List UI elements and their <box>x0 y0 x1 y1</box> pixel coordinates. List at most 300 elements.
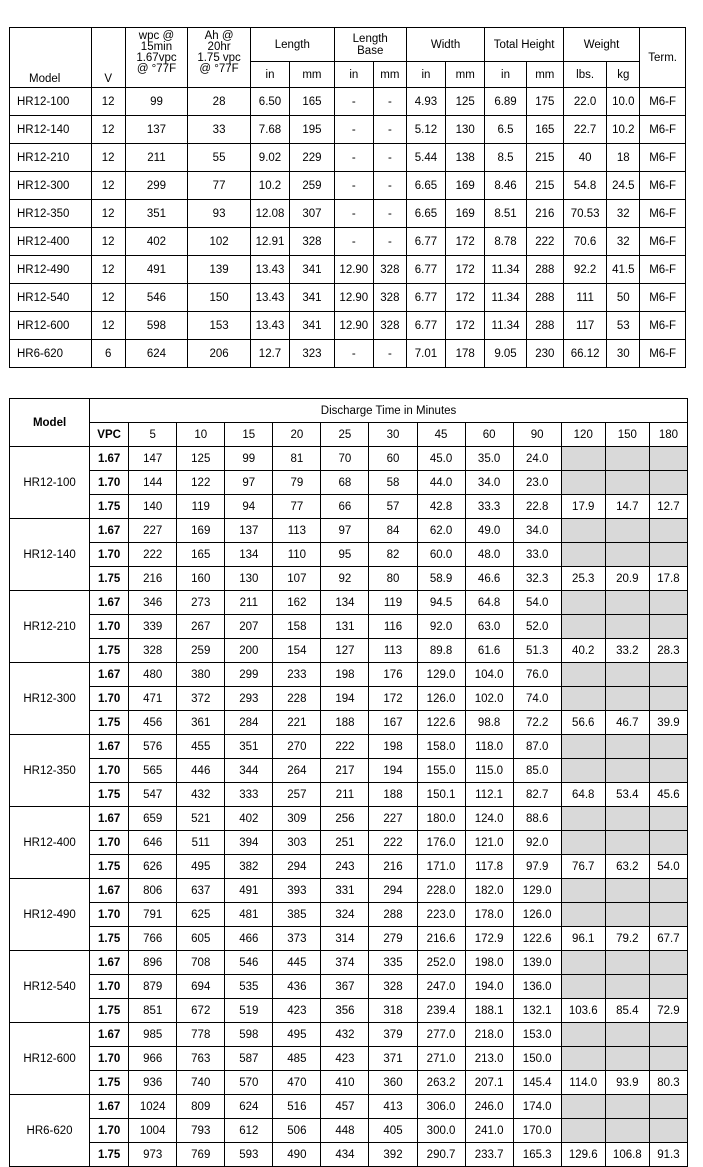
discharge-value-cell: 471 <box>129 687 177 711</box>
spec-cell: 55 <box>188 144 251 172</box>
spec-cell: 178 <box>446 340 485 368</box>
discharge-value-cell: 273 <box>177 591 225 615</box>
spec-cell: 206 <box>188 340 251 368</box>
discharge-value-cell: 167 <box>369 711 417 735</box>
discharge-value-cell: 218.0 <box>465 1023 513 1047</box>
discharge-vpc-cell: 1.67 <box>90 519 129 543</box>
discharge-value-cell: 122.6 <box>417 711 465 735</box>
discharge-value-cell: 252.0 <box>417 951 465 975</box>
spec-cell: 117 <box>563 312 607 340</box>
discharge-value-cell: 169 <box>177 519 225 543</box>
discharge-row <box>10 1095 688 1119</box>
discharge-value-cell: 14.7 <box>605 495 649 519</box>
spec-cell: 288 <box>526 284 563 312</box>
discharge-value-cell: 60.0 <box>417 543 465 567</box>
discharge-vpc-cell: 1.75 <box>90 639 129 663</box>
discharge-value-cell: 367 <box>321 975 369 999</box>
discharge-empty-cell <box>561 1095 605 1119</box>
discharge-value-cell: 793 <box>177 1119 225 1143</box>
discharge-empty-cell <box>561 663 605 687</box>
discharge-value-cell: 521 <box>177 807 225 831</box>
discharge-value-cell: 130 <box>225 567 273 591</box>
discharge-value-cell: 480 <box>129 663 177 687</box>
spec-cell: 172 <box>446 256 485 284</box>
discharge-value-cell: 495 <box>273 1023 321 1047</box>
discharge-value-cell: 379 <box>369 1023 417 1047</box>
discharge-row <box>10 687 688 711</box>
discharge-value-cell: 194 <box>369 759 417 783</box>
discharge-value-cell: 432 <box>177 783 225 807</box>
discharge-empty-cell <box>649 615 687 639</box>
discharge-value-cell: 72.2 <box>513 711 561 735</box>
discharge-value-cell: 314 <box>321 927 369 951</box>
spec-cell: - <box>334 172 373 200</box>
discharge-value-cell: 97 <box>225 471 273 495</box>
discharge-header-model: Model <box>10 399 90 447</box>
spec-cell: 6.65 <box>406 172 445 200</box>
discharge-empty-cell <box>649 1119 687 1143</box>
spec-cell: 172 <box>446 312 485 340</box>
discharge-value-cell: 106.8 <box>605 1143 649 1167</box>
discharge-value-cell: 241.0 <box>465 1119 513 1143</box>
discharge-value-cell: 277.0 <box>417 1023 465 1047</box>
discharge-value-cell: 198 <box>321 663 369 687</box>
spec-cell: 138 <box>446 144 485 172</box>
spec-cell: 12 <box>91 116 125 144</box>
spec-row <box>10 116 686 144</box>
spec-cell: 30 <box>607 340 640 368</box>
discharge-value-cell: 129.0 <box>417 663 465 687</box>
discharge-value-cell: 60 <box>369 447 417 471</box>
discharge-vpc-cell: 1.75 <box>90 711 129 735</box>
discharge-value-cell: 222 <box>129 543 177 567</box>
spec-cell: 6.77 <box>406 228 445 256</box>
discharge-value-cell: 491 <box>225 879 273 903</box>
spec-cell: - <box>334 116 373 144</box>
discharge-value-cell: 207.1 <box>465 1071 513 1095</box>
discharge-value-cell: 122 <box>177 471 225 495</box>
spec-cell: 22.0 <box>563 88 607 116</box>
discharge-value-cell: 216 <box>369 855 417 879</box>
spec-subheader-length-mm: mm <box>290 62 335 88</box>
discharge-value-cell: 44.0 <box>417 471 465 495</box>
discharge-value-cell: 53.4 <box>605 783 649 807</box>
discharge-value-cell: 227 <box>369 807 417 831</box>
discharge-row <box>10 927 688 951</box>
discharge-value-cell: 371 <box>369 1047 417 1071</box>
spec-cell: 598 <box>125 312 188 340</box>
discharge-row <box>10 519 688 543</box>
spec-cell: 6 <box>91 340 125 368</box>
discharge-value-cell: 118.0 <box>465 735 513 759</box>
discharge-empty-cell <box>561 543 605 567</box>
discharge-row <box>10 615 688 639</box>
discharge-value-cell: 351 <box>225 735 273 759</box>
discharge-time-header: 120 <box>561 423 605 447</box>
spec-cell: 12 <box>91 312 125 340</box>
spec-cell: 328 <box>373 284 406 312</box>
spec-subheader-width-mm: mm <box>446 62 485 88</box>
discharge-row <box>10 855 688 879</box>
discharge-vpc-cell: 1.67 <box>90 951 129 975</box>
discharge-value-cell: 436 <box>273 975 321 999</box>
discharge-empty-cell <box>605 759 649 783</box>
discharge-value-cell: 144 <box>129 471 177 495</box>
discharge-time-header-row <box>10 423 688 447</box>
discharge-value-cell: 76.7 <box>561 855 605 879</box>
discharge-value-cell: 104.0 <box>465 663 513 687</box>
discharge-value-cell: 34.0 <box>465 471 513 495</box>
discharge-empty-cell <box>605 807 649 831</box>
discharge-value-cell: 605 <box>177 927 225 951</box>
discharge-value-cell: 299 <box>225 663 273 687</box>
discharge-value-cell: 116 <box>369 615 417 639</box>
discharge-value-cell: 20.9 <box>605 567 649 591</box>
discharge-empty-cell <box>605 615 649 639</box>
discharge-value-cell: 154 <box>273 639 321 663</box>
spec-table-body <box>10 88 686 368</box>
discharge-value-cell: 809 <box>177 1095 225 1119</box>
discharge-row <box>10 495 688 519</box>
discharge-value-cell: 147 <box>129 447 177 471</box>
spec-cell: 12 <box>91 200 125 228</box>
discharge-time-header: 45 <box>417 423 465 447</box>
discharge-row <box>10 975 688 999</box>
discharge-time-header: 30 <box>369 423 417 447</box>
discharge-value-cell: 160 <box>177 567 225 591</box>
discharge-value-cell: 446 <box>177 759 225 783</box>
discharge-value-cell: 506 <box>273 1119 321 1143</box>
spec-cell: 288 <box>526 312 563 340</box>
spec-cell: 111 <box>563 284 607 312</box>
spec-cell: 11.34 <box>485 256 526 284</box>
discharge-value-cell: 64.8 <box>561 783 605 807</box>
discharge-value-cell: 125 <box>177 447 225 471</box>
discharge-empty-cell <box>649 447 687 471</box>
spec-cell: 6.77 <box>406 284 445 312</box>
spec-cell: - <box>334 88 373 116</box>
discharge-value-cell: 392 <box>369 1143 417 1167</box>
discharge-row <box>10 879 688 903</box>
discharge-empty-cell <box>649 687 687 711</box>
discharge-value-cell: 103.6 <box>561 999 605 1023</box>
discharge-value-cell: 271.0 <box>417 1047 465 1071</box>
discharge-row <box>10 567 688 591</box>
discharge-value-cell: 270 <box>273 735 321 759</box>
discharge-model-cell: HR12-600 <box>10 1023 90 1095</box>
discharge-value-cell: 328 <box>129 639 177 663</box>
spec-header-wpc: wpc @ 15min 1.67vpc @ °77F <box>125 28 188 88</box>
discharge-value-cell: 174.0 <box>513 1095 561 1119</box>
spec-cell: 139 <box>188 256 251 284</box>
spec-cell: 41.5 <box>607 256 640 284</box>
spec-cell: 6.65 <box>406 200 445 228</box>
spec-header-weight: Weight <box>563 28 639 62</box>
discharge-empty-cell <box>561 735 605 759</box>
discharge-vpc-cell: 1.70 <box>90 687 129 711</box>
spec-subheader-height-mm: mm <box>526 62 563 88</box>
discharge-value-cell: 84 <box>369 519 417 543</box>
discharge-value-cell: 598 <box>225 1023 273 1047</box>
discharge-value-cell: 63.2 <box>605 855 649 879</box>
discharge-vpc-cell: 1.70 <box>90 543 129 567</box>
discharge-value-cell: 140 <box>129 495 177 519</box>
discharge-value-cell: 48.0 <box>465 543 513 567</box>
discharge-value-cell: 318 <box>369 999 417 1023</box>
spec-cell: - <box>334 340 373 368</box>
spec-cell: 66.12 <box>563 340 607 368</box>
spec-cell: 53 <box>607 312 640 340</box>
discharge-value-cell: 115.0 <box>465 759 513 783</box>
discharge-value-cell: 40.2 <box>561 639 605 663</box>
discharge-empty-cell <box>605 975 649 999</box>
spec-cell: 33 <box>188 116 251 144</box>
discharge-value-cell: 33.2 <box>605 639 649 663</box>
discharge-empty-cell <box>561 879 605 903</box>
discharge-value-cell: 200 <box>225 639 273 663</box>
discharge-value-cell: 35.0 <box>465 447 513 471</box>
discharge-value-cell: 107 <box>273 567 321 591</box>
discharge-model-cell: HR12-210 <box>10 591 90 663</box>
spec-cell: - <box>373 340 406 368</box>
discharge-value-cell: 221 <box>273 711 321 735</box>
spec-cell: 169 <box>446 172 485 200</box>
spec-cell: 491 <box>125 256 188 284</box>
discharge-value-cell: 97 <box>321 519 369 543</box>
spec-cell: 6.89 <box>485 88 526 116</box>
discharge-value-cell: 457 <box>321 1095 369 1119</box>
discharge-value-cell: 70 <box>321 447 369 471</box>
discharge-value-cell: 346 <box>129 591 177 615</box>
spec-cell: 150 <box>188 284 251 312</box>
spec-cell: M6-F <box>640 340 686 368</box>
discharge-value-cell: 176.0 <box>417 831 465 855</box>
discharge-vpc-cell: 1.75 <box>90 495 129 519</box>
discharge-value-cell: 85.4 <box>605 999 649 1023</box>
discharge-vpc-cell: 1.75 <box>90 783 129 807</box>
spec-cell: 215 <box>526 144 563 172</box>
spec-cell: 13.43 <box>250 284 289 312</box>
spec-cell: M6-F <box>640 256 686 284</box>
spec-model-cell: HR12-300 <box>10 172 92 200</box>
discharge-row <box>10 1119 688 1143</box>
discharge-value-cell: 66 <box>321 495 369 519</box>
spec-cell: 130 <box>446 116 485 144</box>
spec-cell: - <box>373 88 406 116</box>
spec-cell: 12.90 <box>334 312 373 340</box>
discharge-value-cell: 88.6 <box>513 807 561 831</box>
discharge-value-cell: 76.0 <box>513 663 561 687</box>
spec-cell: 172 <box>446 228 485 256</box>
discharge-value-cell: 246.0 <box>465 1095 513 1119</box>
discharge-vpc-cell: 1.67 <box>90 663 129 687</box>
discharge-value-cell: 34.0 <box>513 519 561 543</box>
discharge-value-cell: 243 <box>321 855 369 879</box>
discharge-value-cell: 131 <box>321 615 369 639</box>
discharge-value-cell: 769 <box>177 1143 225 1167</box>
discharge-header-vpc: VPC <box>90 423 129 447</box>
discharge-value-cell: 113 <box>369 639 417 663</box>
discharge-value-cell: 361 <box>177 711 225 735</box>
spec-header-term: Term. <box>640 28 686 88</box>
discharge-value-cell: 587 <box>225 1047 273 1071</box>
discharge-value-cell: 672 <box>177 999 225 1023</box>
discharge-vpc-cell: 1.75 <box>90 855 129 879</box>
spec-cell: 215 <box>526 172 563 200</box>
spec-row <box>10 256 686 284</box>
discharge-value-cell: 791 <box>129 903 177 927</box>
discharge-value-cell: 33.3 <box>465 495 513 519</box>
discharge-row <box>10 903 688 927</box>
spec-cell: 402 <box>125 228 188 256</box>
discharge-vpc-cell: 1.70 <box>90 903 129 927</box>
spec-cell: 222 <box>526 228 563 256</box>
discharge-value-cell: 251 <box>321 831 369 855</box>
discharge-value-cell: 51.3 <box>513 639 561 663</box>
discharge-time-header: 60 <box>465 423 513 447</box>
discharge-value-cell: 45.6 <box>649 783 687 807</box>
discharge-value-cell: 470 <box>273 1071 321 1095</box>
discharge-value-cell: 98.8 <box>465 711 513 735</box>
discharge-model-cell: HR12-100 <box>10 447 90 519</box>
spec-cell: 8.78 <box>485 228 526 256</box>
discharge-time-header: 180 <box>649 423 687 447</box>
spec-cell: 5.44 <box>406 144 445 172</box>
discharge-value-cell: 91.3 <box>649 1143 687 1167</box>
discharge-value-cell: 264 <box>273 759 321 783</box>
discharge-empty-cell <box>649 1047 687 1071</box>
discharge-value-cell: 985 <box>129 1023 177 1047</box>
discharge-empty-cell <box>605 471 649 495</box>
discharge-row <box>10 735 688 759</box>
discharge-value-cell: 77 <box>273 495 321 519</box>
discharge-value-cell: 455 <box>177 735 225 759</box>
discharge-value-cell: 153.0 <box>513 1023 561 1047</box>
discharge-value-cell: 188 <box>321 711 369 735</box>
discharge-value-cell: 546 <box>225 951 273 975</box>
discharge-value-cell: 405 <box>369 1119 417 1143</box>
discharge-empty-cell <box>605 1023 649 1047</box>
spec-cell: 8.5 <box>485 144 526 172</box>
discharge-value-cell: 182.0 <box>465 879 513 903</box>
spec-cell: 99 <box>125 88 188 116</box>
discharge-model-cell: HR12-300 <box>10 663 90 735</box>
discharge-empty-cell <box>561 591 605 615</box>
discharge-value-cell: 223.0 <box>417 903 465 927</box>
discharge-row <box>10 471 688 495</box>
spec-cell: 12.7 <box>250 340 289 368</box>
discharge-empty-cell <box>561 615 605 639</box>
discharge-value-cell: 54.0 <box>649 855 687 879</box>
discharge-empty-cell <box>605 735 649 759</box>
spec-header-total-height: Total Height <box>485 28 564 62</box>
discharge-value-cell: 637 <box>177 879 225 903</box>
discharge-value-cell: 806 <box>129 879 177 903</box>
discharge-row <box>10 711 688 735</box>
discharge-vpc-cell: 1.70 <box>90 615 129 639</box>
discharge-empty-cell <box>649 807 687 831</box>
discharge-value-cell: 63.0 <box>465 615 513 639</box>
spec-cell: 288 <box>526 256 563 284</box>
spec-row <box>10 284 686 312</box>
spec-cell: 169 <box>446 200 485 228</box>
discharge-value-cell: 207 <box>225 615 273 639</box>
discharge-value-cell: 122.6 <box>513 927 561 951</box>
discharge-model-cell: HR12-540 <box>10 951 90 1023</box>
discharge-value-cell: 290.7 <box>417 1143 465 1167</box>
spec-subheader-base-in: in <box>334 62 373 88</box>
discharge-value-cell: 150.0 <box>513 1047 561 1071</box>
discharge-empty-cell <box>561 447 605 471</box>
discharge-value-cell: 92.0 <box>513 831 561 855</box>
discharge-empty-cell <box>605 879 649 903</box>
spec-cell: 8.51 <box>485 200 526 228</box>
discharge-value-cell: 79 <box>273 471 321 495</box>
spec-cell: - <box>334 200 373 228</box>
discharge-value-cell: 39.9 <box>649 711 687 735</box>
discharge-value-cell: 335 <box>369 951 417 975</box>
discharge-value-cell: 300.0 <box>417 1119 465 1143</box>
discharge-value-cell: 344 <box>225 759 273 783</box>
spec-cell: 70.53 <box>563 200 607 228</box>
discharge-vpc-cell: 1.67 <box>90 735 129 759</box>
discharge-value-cell: 172 <box>369 687 417 711</box>
discharge-value-cell: 434 <box>321 1143 369 1167</box>
discharge-empty-cell <box>561 1047 605 1071</box>
spec-cell: 153 <box>188 312 251 340</box>
discharge-value-cell: 646 <box>129 831 177 855</box>
discharge-value-cell: 172.9 <box>465 927 513 951</box>
discharge-value-cell: 155.0 <box>417 759 465 783</box>
discharge-value-cell: 119 <box>177 495 225 519</box>
discharge-vpc-cell: 1.70 <box>90 1047 129 1071</box>
spec-cell: 9.02 <box>250 144 289 172</box>
discharge-vpc-cell: 1.67 <box>90 879 129 903</box>
spec-table <box>9 27 686 368</box>
discharge-value-cell: 102.0 <box>465 687 513 711</box>
discharge-value-cell: 42.8 <box>417 495 465 519</box>
discharge-value-cell: 625 <box>177 903 225 927</box>
discharge-value-cell: 380 <box>177 663 225 687</box>
spec-cell: 12 <box>91 88 125 116</box>
discharge-value-cell: 694 <box>177 975 225 999</box>
discharge-value-cell: 778 <box>177 1023 225 1047</box>
spec-cell: 70.6 <box>563 228 607 256</box>
discharge-empty-cell <box>605 687 649 711</box>
discharge-value-cell: 432 <box>321 1023 369 1047</box>
spec-model-cell: HR12-140 <box>10 116 92 144</box>
spec-cell: 12 <box>91 256 125 284</box>
discharge-value-cell: 624 <box>225 1095 273 1119</box>
discharge-empty-cell <box>561 831 605 855</box>
discharge-value-cell: 331 <box>321 879 369 903</box>
discharge-value-cell: 97.9 <box>513 855 561 879</box>
discharge-value-cell: 178.0 <box>465 903 513 927</box>
discharge-vpc-cell: 1.67 <box>90 1095 129 1119</box>
discharge-value-cell: 267 <box>177 615 225 639</box>
discharge-value-cell: 113 <box>273 519 321 543</box>
discharge-value-cell: 92.0 <box>417 615 465 639</box>
discharge-value-cell: 46.6 <box>465 567 513 591</box>
spec-cell: 172 <box>446 284 485 312</box>
spec-cell: 259 <box>290 172 335 200</box>
discharge-row <box>10 783 688 807</box>
spec-header-length-base: Length Base <box>334 28 406 62</box>
spec-cell: 341 <box>290 256 335 284</box>
discharge-value-cell: 145.4 <box>513 1071 561 1095</box>
discharge-empty-cell <box>649 663 687 687</box>
discharge-value-cell: 413 <box>369 1095 417 1119</box>
